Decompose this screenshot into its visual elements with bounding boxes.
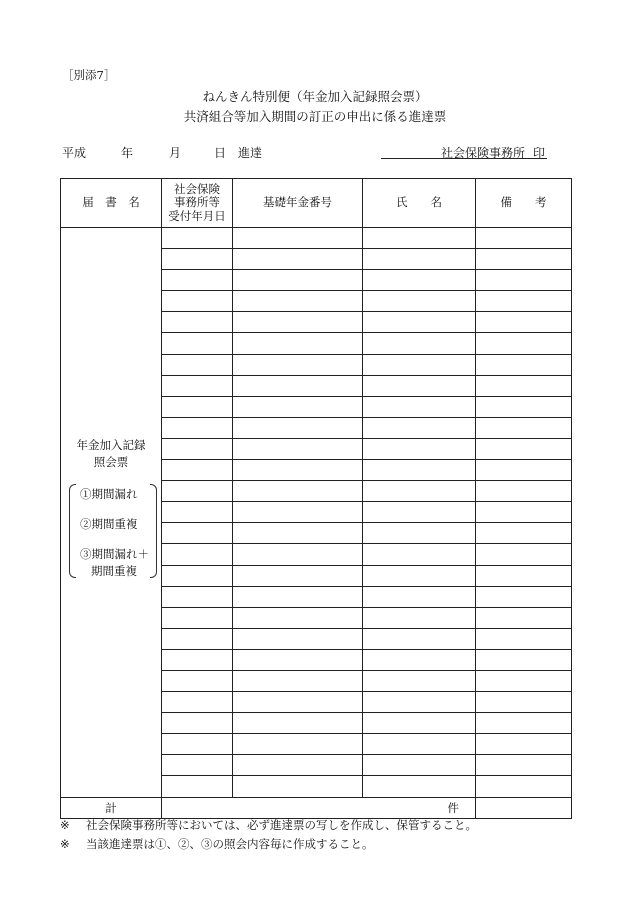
table-cell[interactable]: [476, 228, 572, 249]
col-header-form-name: 届 書 名: [61, 179, 162, 228]
table-cell[interactable]: [476, 481, 572, 502]
table-cell[interactable]: [363, 375, 476, 396]
table-cell[interactable]: [233, 312, 363, 333]
year-label: 年: [121, 146, 134, 160]
table-cell[interactable]: [363, 228, 476, 249]
table-cell[interactable]: [363, 776, 476, 797]
table-cell[interactable]: [363, 607, 476, 628]
col-header-name: 氏 名: [363, 179, 476, 228]
table-cell[interactable]: [363, 354, 476, 375]
table-cell[interactable]: [363, 755, 476, 776]
table-cell[interactable]: [363, 628, 476, 649]
table-cell[interactable]: [162, 291, 233, 312]
form-name-cell: [61, 228, 162, 798]
table-cell[interactable]: [476, 375, 572, 396]
table-cell[interactable]: [233, 692, 363, 713]
table-cell[interactable]: [363, 396, 476, 417]
col-header-pension-number: 基礎年金番号: [233, 179, 363, 228]
table-cell[interactable]: [476, 586, 572, 607]
table-cell[interactable]: [162, 438, 233, 459]
table-cell[interactable]: [162, 586, 233, 607]
table-cell[interactable]: [363, 544, 476, 565]
table-cell[interactable]: [363, 734, 476, 755]
table-cell[interactable]: [162, 713, 233, 734]
table-cell[interactable]: [476, 628, 572, 649]
office-name-line: [381, 158, 547, 159]
table-cell[interactable]: [162, 523, 233, 544]
table-cell[interactable]: [162, 312, 233, 333]
table-cell[interactable]: [233, 460, 363, 481]
total-row: [61, 797, 572, 818]
table-cell[interactable]: [476, 438, 572, 459]
submission-label: 進達: [238, 146, 263, 160]
table-cell[interactable]: [162, 417, 233, 438]
document-title: ねんきん特別便（年金加入記録照会票）: [202, 89, 428, 104]
table-header-row: [61, 179, 572, 228]
form-type-label: [61, 437, 161, 472]
note-1-mark: ※: [60, 818, 70, 832]
table-cell[interactable]: [363, 417, 476, 438]
table-cell[interactable]: [233, 607, 363, 628]
table-cell[interactable]: [233, 523, 363, 544]
table-cell[interactable]: [162, 755, 233, 776]
inquiry-options: [69, 484, 157, 580]
table-cell[interactable]: [162, 502, 233, 523]
table-cell[interactable]: [363, 481, 476, 502]
table-cell[interactable]: [476, 249, 572, 270]
table-cell[interactable]: [162, 649, 233, 670]
table-cell[interactable]: [233, 755, 363, 776]
table-cell[interactable]: [363, 333, 476, 354]
table-cell[interactable]: [233, 228, 363, 249]
table-cell[interactable]: [476, 713, 572, 734]
table-cell[interactable]: [233, 734, 363, 755]
table-cell[interactable]: [363, 670, 476, 691]
note-2: [60, 836, 374, 852]
table-cell[interactable]: [233, 649, 363, 670]
table-cell[interactable]: [233, 249, 363, 270]
table-cell[interactable]: [233, 628, 363, 649]
table-cell[interactable]: [162, 544, 233, 565]
table-cell[interactable]: [162, 734, 233, 755]
table-cell[interactable]: [363, 523, 476, 544]
table-cell[interactable]: [363, 565, 476, 586]
table-cell[interactable]: [233, 502, 363, 523]
table-cell[interactable]: [162, 776, 233, 797]
table-cell[interactable]: [233, 291, 363, 312]
table-cell[interactable]: [363, 438, 476, 459]
table-cell[interactable]: [363, 713, 476, 734]
day-label: 日: [214, 146, 227, 160]
col-header-receipt-date: 社会保険 事務所等 受付年月日: [162, 179, 233, 228]
table-cell[interactable]: [476, 607, 572, 628]
table-cell[interactable]: [476, 460, 572, 481]
right-bracket: [150, 484, 157, 578]
table-cell[interactable]: [476, 670, 572, 691]
table-cell[interactable]: [162, 375, 233, 396]
office-label: 社会保険事務所: [441, 146, 526, 160]
table-cell[interactable]: [162, 460, 233, 481]
table-cell[interactable]: [162, 607, 233, 628]
table-cell[interactable]: [363, 586, 476, 607]
total-remarks-cell[interactable]: [476, 797, 572, 818]
table-cell[interactable]: [233, 354, 363, 375]
form-type-line1: 年金加入記録: [76, 438, 146, 452]
table-cell[interactable]: [363, 270, 476, 291]
table-cell[interactable]: [363, 291, 476, 312]
table-cell[interactable]: [233, 586, 363, 607]
table-cell[interactable]: [476, 544, 572, 565]
table-cell[interactable]: [233, 565, 363, 586]
table-cell[interactable]: [363, 502, 476, 523]
table-cell[interactable]: [476, 734, 572, 755]
form-type-line2: 照会票: [93, 455, 129, 470]
table-cell[interactable]: [476, 776, 572, 797]
option-3-cont: 期間重複: [91, 564, 137, 578]
table-cell[interactable]: [476, 565, 572, 586]
table-cell[interactable]: [476, 692, 572, 713]
table-cell[interactable]: [233, 544, 363, 565]
table-cell[interactable]: [162, 565, 233, 586]
option-2: ②期間重複: [80, 517, 138, 531]
table-cell[interactable]: [363, 249, 476, 270]
table-cell[interactable]: [363, 692, 476, 713]
table-cell[interactable]: [233, 776, 363, 797]
table-cell[interactable]: [476, 396, 572, 417]
option-1: ①期間漏れ: [80, 487, 138, 501]
seal-label: 印: [533, 146, 546, 160]
table-cell[interactable]: [363, 460, 476, 481]
table-cell[interactable]: [476, 333, 572, 354]
table-cell[interactable]: [233, 396, 363, 417]
table-cell[interactable]: [162, 692, 233, 713]
table-cell[interactable]: [233, 417, 363, 438]
note-1: [60, 817, 477, 833]
era-label: 平成: [62, 146, 87, 160]
table-cell[interactable]: [162, 481, 233, 502]
table-cell[interactable]: [233, 333, 363, 354]
table-row: [61, 228, 572, 249]
table-cell[interactable]: [363, 649, 476, 670]
table-cell[interactable]: [476, 523, 572, 544]
note-1-text: 社会保険事務所等においては、必ず進達票の写しを作成し、保管すること。: [86, 818, 477, 832]
table-cell[interactable]: [476, 649, 572, 670]
table-cell[interactable]: [476, 291, 572, 312]
table-cell[interactable]: [162, 354, 233, 375]
submission-table: [60, 178, 572, 819]
table-cell[interactable]: [363, 312, 476, 333]
month-label: 月: [169, 146, 182, 160]
table-cell[interactable]: [476, 354, 572, 375]
attachment-label: ［別添7］: [62, 68, 116, 82]
table-cell[interactable]: [162, 228, 233, 249]
note-2-text: 当該進達票は①、②、③の照会内容毎に作成すること。: [86, 837, 374, 851]
table-cell[interactable]: [476, 502, 572, 523]
table-cell[interactable]: [162, 249, 233, 270]
table-cell[interactable]: [162, 333, 233, 354]
table-cell[interactable]: [162, 270, 233, 291]
document-subtitle: 共済組合等加入期間の訂正の申出に係る進達票: [183, 109, 447, 124]
table-cell[interactable]: [233, 670, 363, 691]
total-count-unit: 件: [162, 797, 476, 818]
table-cell[interactable]: [476, 270, 572, 291]
total-label: 計: [61, 797, 162, 818]
left-bracket: [69, 484, 76, 578]
table-cell[interactable]: [476, 755, 572, 776]
table-cell[interactable]: [233, 438, 363, 459]
option-3: ③期間漏れ＋: [80, 547, 149, 561]
table-cell[interactable]: [476, 312, 572, 333]
table-cell[interactable]: [233, 481, 363, 502]
table-cell[interactable]: [233, 270, 363, 291]
table-cell[interactable]: [233, 713, 363, 734]
note-2-mark: ※: [60, 837, 70, 851]
col-header-remarks: 備 考: [476, 179, 572, 228]
table-cell[interactable]: [476, 417, 572, 438]
table-cell[interactable]: [162, 628, 233, 649]
table-cell[interactable]: [162, 670, 233, 691]
table-cell[interactable]: [162, 396, 233, 417]
table-cell[interactable]: [233, 375, 363, 396]
